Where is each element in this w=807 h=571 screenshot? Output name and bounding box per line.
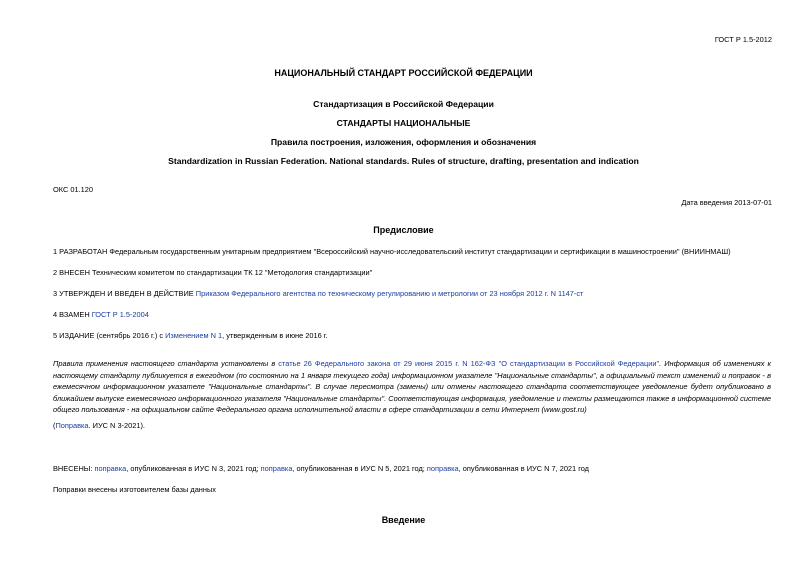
standardization-law-link[interactable]: "О стандартизации в Российской Федерации" xyxy=(498,359,660,368)
preface-item-5-suffix: , утвержденным в июне 2016 г. xyxy=(222,331,328,340)
correction-link-3[interactable]: поправка xyxy=(426,464,459,473)
amendment-open-paren: ( xyxy=(53,421,56,430)
preface-item-2: 2 ВНЕСЕН Техническим комитетом по стандартизации ТК 12 "Методология стандартизации" xyxy=(53,268,373,277)
national-standard-title: НАЦИОНАЛЬНЫЙ СТАНДАРТ РОССИЙСКОЙ ФЕДЕРАЦИИ xyxy=(274,68,533,78)
federal-law-article-link[interactable]: статье 26 Федерального закона от 29 июня 2015 г. N 162-ФЗ xyxy=(278,359,496,368)
amendment-note xyxy=(53,421,145,430)
preface-item-4-prefix: 4 ВЗАМЕН xyxy=(53,310,92,319)
correction-text-2: , опубликованная в ИУС N 5, 2021 год; xyxy=(292,464,427,473)
amendment-1-link[interactable]: Изменением N 1 xyxy=(165,331,223,340)
preface-item-5 xyxy=(53,331,328,340)
correction-link-1[interactable]: поправка xyxy=(94,464,127,473)
oks-code: ОКС 01.120 xyxy=(53,185,93,194)
english-title: Standardization in Russian Federation. National standards. Rules of structure, drafting, presentation and indication xyxy=(168,156,639,166)
rules-text-1: Правила применения настоящего стандарта установлены в xyxy=(53,359,279,368)
amendment-rest: . ИУС N 3-2021). xyxy=(88,421,145,430)
preface-item-5-prefix: 5 ИЗДАНИЕ (сентябрь 2016 г.) с xyxy=(53,331,166,340)
rules-text-3: . Информация об изменениях к настоящему стандарту публикуется в ежегодном (по состоянию на 1 января текущего года) информационном указателе "Национальные стандарты", а официальный текст изменений и поправок - в ежемесячном информационном указателе "Национальные стандарты". В случае пересмотра (замены) или отмены настоящего стандарта соответствующее уведомление будет опубликовано в ближайшем выпуске ежемесячного информационного указателя "Национальные стандарты". Соответствующая информация, уведомление и тексты размещаются также в информационной системе общего пользования - на официальном сайте Федерального органа исполнительной власти в сфере стандартизации в сети Интернет (www.gost.ru) xyxy=(53,359,771,415)
corrections-note: Поправки внесены изготовителем базы данных xyxy=(53,485,216,494)
introduced-prefix: ВНЕСЕНЫ: xyxy=(53,464,95,473)
intro-date: Дата введения 2013-07-01 xyxy=(681,198,772,207)
replaced-standard-link[interactable]: ГОСТ Р 1.5-2004 xyxy=(91,310,149,319)
preface-item-3-prefix: 3 УТВЕРЖДЕН И ВВЕДЕН В ДЕЙСТВИЕ xyxy=(53,289,196,298)
preface-heading: Предисловие xyxy=(373,225,434,235)
correction-text-1: , опубликованная в ИУС N 3, 2021 год; xyxy=(126,464,261,473)
subtitle-national-standards: СТАНДАРТЫ НАЦИОНАЛЬНЫЕ xyxy=(336,118,471,128)
correction-link[interactable]: Поправка xyxy=(55,421,89,430)
document-id: ГОСТ Р 1.5-2012 xyxy=(714,35,772,44)
rules-paragraph xyxy=(53,358,771,416)
order-link[interactable]: Приказом Федерального агентства по техническому регулированию и метрологии от 23 ноября 2012 г. N 1147-ст xyxy=(195,289,584,298)
preface-item-4 xyxy=(53,310,149,319)
introduction-heading: Введение xyxy=(381,515,426,525)
preface-item-1: 1 РАЗРАБОТАН Федеральным государственным унитарным предприятием "Всероссийский научно-исследовательский институт стандартизации и сертификации в машиностроении" (ВНИИНМАШ) xyxy=(53,247,731,256)
introduced-corrections xyxy=(53,464,589,473)
correction-text-3: , опубликованная в ИУС N 7, 2021 год xyxy=(458,464,589,473)
preface-item-3 xyxy=(53,289,583,298)
subtitle-standardization: Стандартизация в Российской Федерации xyxy=(313,99,494,109)
subtitle-rules: Правила построения, изложения, оформления и обозначения xyxy=(270,137,537,147)
correction-link-2[interactable]: поправка xyxy=(260,464,293,473)
